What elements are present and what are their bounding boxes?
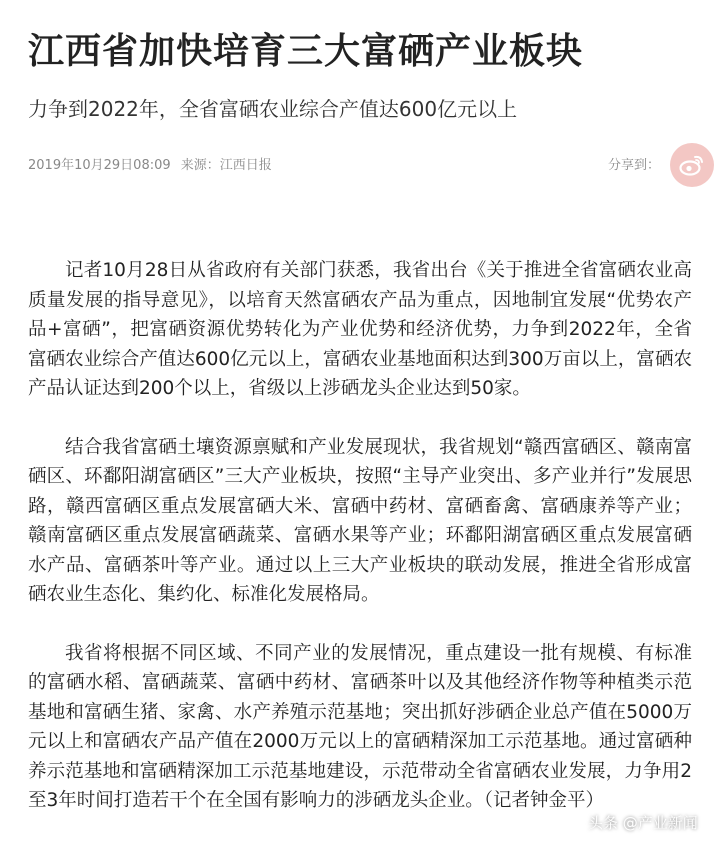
article-body xyxy=(28,256,692,845)
article-subtitle: 力争到2022年，全省富硒农业综合产值达600亿元以上 xyxy=(28,97,518,121)
paragraph: 结合我省富硒土壤资源禀赋和产业发展现状，我省规划“赣西富硒区、赣南富硒区、环鄱阳湖富硒区”三大产业板块，按照“主导产业突出、多产业并行”发展思路，赣西富硒区重点发展富硒大米、富硒中药材、富硒畜禽、富硒康养等产业；赣南富硒区重点发展富硒蔬菜、富硒水果等产业；环鄱阳湖富硒区重点发展富硒水产品、富硒茶叶等产业。通过以上三大产业板块的联动发展，推进全省形成富硒农业生态化、集约化、标准化发展格局。 xyxy=(28,436,692,605)
article-title: 江西省加快培育三大富硒产业板块 xyxy=(28,31,584,72)
share-label: 分享到： xyxy=(608,158,661,173)
paragraph: 我省将根据不同区域、不同产业的发展情况，重点建设一批有规模、有标准的富硒水稻、富硒蔬菜、富硒中药材、富硒茶叶以及其他经济作物等种植类示范基地和富硒生猪、家禽、水产养殖示范基地；突出抓好涉硒企业总产值在5000万元以上和富硒农产品产值在2000万元以上的富硒精深加工示范基地。通过富硒种养示范基地和富硒精深加工示范基地建设，示范带动全省富硒农业发展，力争用2至3年时间打造若干个在全国有影响力的涉硒龙头企业。（记者钟金平） xyxy=(28,642,692,811)
watermark xyxy=(556,808,698,836)
share-weibo-button[interactable] xyxy=(670,143,714,187)
toutiao-logo-icon xyxy=(556,812,582,832)
article-meta xyxy=(28,156,278,176)
paragraph: 记者10月28日从省政府有关部门获悉，我省出台《关于推进全省富硒农业高质量发展的指导意见》，以培育天然富硒农产品为重点，因地制宜发展“优势农产品+富硒”，把富硒资源优势转化为产业优势和经济优势，力争到2022年，全省富硒农业综合产值达600亿元以上，富硒农业基地面积达到300万亩以上，富硒农产品认证达到200个以上，省级以上涉硒龙头企业达到50家。 xyxy=(28,260,692,399)
publish-date: 2019年10月29日08:09 xyxy=(28,158,171,173)
watermark-text: 头条 @产业新闻 xyxy=(588,813,698,832)
article-source: 来源：江西日报 xyxy=(180,158,272,173)
weibo-icon xyxy=(679,154,705,176)
